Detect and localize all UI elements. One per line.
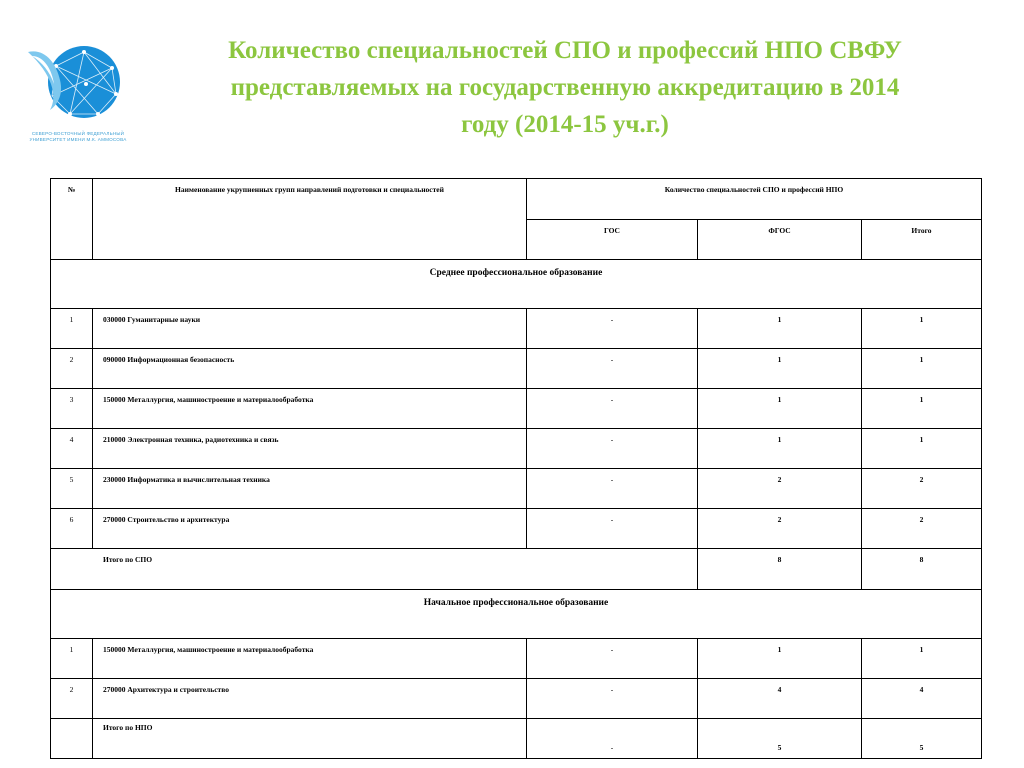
total-row-spo	[51, 549, 982, 590]
total-label: Итого по СПО	[51, 549, 698, 590]
row-fgos: 1	[698, 309, 862, 349]
row-num: 3	[51, 389, 93, 429]
row-gos: -	[527, 639, 698, 679]
row-gos: -	[527, 389, 698, 429]
row-num: 4	[51, 429, 93, 469]
row-gos: -	[527, 469, 698, 509]
table-row	[51, 309, 982, 349]
row-gos: -	[527, 679, 698, 719]
total-label: Итого по НПО	[93, 719, 527, 759]
row-name: 270000 Строительство и архитектура	[93, 509, 527, 549]
row-total: 1	[862, 349, 982, 389]
row-fgos: 1	[698, 429, 862, 469]
row-num: 2	[51, 349, 93, 389]
table-cell-empty	[51, 719, 93, 759]
header-num: №	[51, 179, 93, 260]
row-name: 230000 Информатика и вычислительная техника	[93, 469, 527, 509]
row-gos: -	[527, 349, 698, 389]
accreditation-table	[50, 178, 982, 759]
title-line-3: году (2014-15 уч.г.)	[461, 111, 669, 138]
table-row	[51, 429, 982, 469]
row-fgos: 1	[698, 349, 862, 389]
page-title	[165, 32, 965, 143]
row-total: 2	[862, 469, 982, 509]
table-row	[51, 679, 982, 719]
logo-caption: СЕВЕРО-ВОСТОЧНЫЙ ФЕДЕРАЛЬНЫЙ УНИВЕРСИТЕТ ИМЕНИ М.К. АММОСОВА	[29, 131, 127, 142]
row-name: 090000 Информационная безопасность	[93, 349, 527, 389]
total-total: 5	[862, 719, 982, 759]
table-header-row	[51, 179, 982, 220]
row-total: 1	[862, 639, 982, 679]
table-row	[51, 349, 982, 389]
section-npo	[51, 590, 982, 639]
row-name: 030000 Гуманитарные науки	[93, 309, 527, 349]
row-total: 1	[862, 309, 982, 349]
total-gos: -	[527, 719, 698, 759]
row-name: 210000 Электронная техника, радиотехника и связь	[93, 429, 527, 469]
row-num: 2	[51, 679, 93, 719]
university-logo	[26, 44, 126, 144]
row-fgos: 2	[698, 509, 862, 549]
row-num: 1	[51, 639, 93, 679]
row-total: 1	[862, 429, 982, 469]
header-fgos: ФГОС	[698, 220, 862, 260]
row-gos: -	[527, 309, 698, 349]
header-count: Количество специальностей СПО и профессий НПО	[527, 179, 982, 220]
total-row-npo	[51, 719, 982, 759]
row-fgos: 1	[698, 389, 862, 429]
row-fgos: 2	[698, 469, 862, 509]
row-total: 2	[862, 509, 982, 549]
section-heading: Среднее профессиональное образование	[51, 260, 982, 309]
table-row	[51, 389, 982, 429]
row-total: 4	[862, 679, 982, 719]
row-num: 6	[51, 509, 93, 549]
total-total: 8	[862, 549, 982, 590]
row-name: 150000 Металлургия, машиностроение и материалообработка	[93, 389, 527, 429]
header-total: Итого	[862, 220, 982, 260]
row-num: 1	[51, 309, 93, 349]
title-line-1: Количество специальностей СПО и профессий НПО СВФУ	[228, 37, 902, 64]
section-heading: Начальное профессиональное образование	[51, 590, 982, 639]
row-gos: -	[527, 509, 698, 549]
header-gos: ГОС	[527, 220, 698, 260]
title-line-2: представляемых на государственную аккредитацию в 2014	[230, 74, 900, 101]
total-fgos: 8	[698, 549, 862, 590]
row-gos: -	[527, 429, 698, 469]
section-spo	[51, 260, 982, 309]
row-name: 270000 Архитектура и строительство	[93, 679, 527, 719]
table-row	[51, 639, 982, 679]
row-fgos: 1	[698, 639, 862, 679]
header-name: Наименование укрупненных групп направлений подготовки и специальностей	[93, 179, 527, 260]
row-total: 1	[862, 389, 982, 429]
table-row	[51, 509, 982, 549]
row-num: 5	[51, 469, 93, 509]
total-fgos: 5	[698, 719, 862, 759]
row-name: 150000 Металлургия, машиностроение и материалообработка	[93, 639, 527, 679]
table-row	[51, 469, 982, 509]
row-fgos: 4	[698, 679, 862, 719]
